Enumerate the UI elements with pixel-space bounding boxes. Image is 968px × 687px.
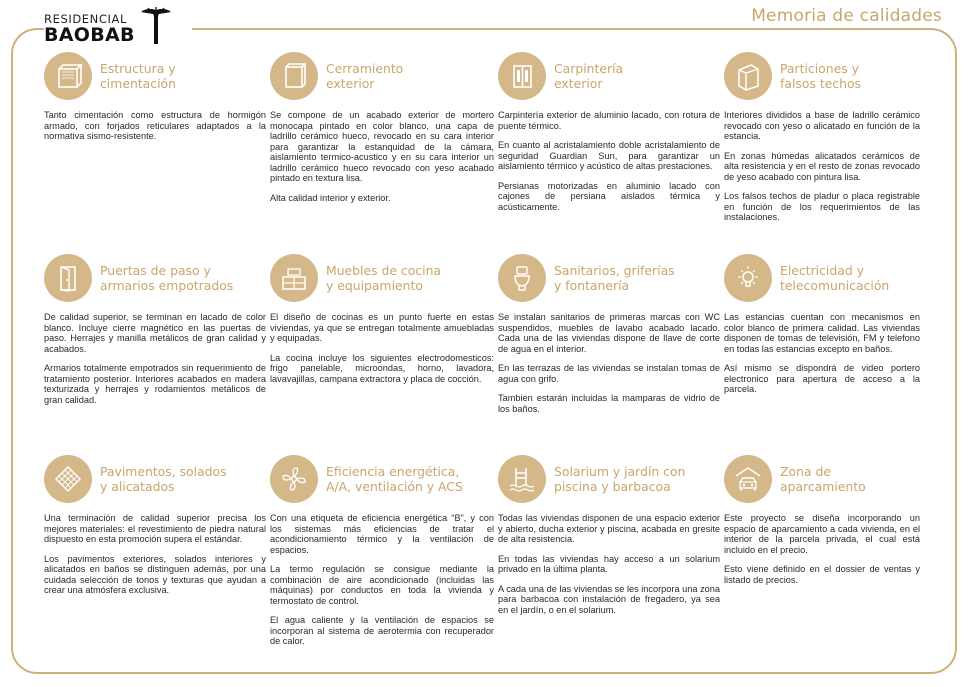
card-header xyxy=(270,453,494,505)
card-body xyxy=(270,110,494,203)
quality-card xyxy=(44,453,270,665)
card-title: Carpintería exterior xyxy=(554,61,624,91)
card-title: Zona de aparcamiento xyxy=(780,464,866,494)
window-icon xyxy=(498,52,546,100)
card-paragraph: A cada una de las viviendas se les incorpora una zona para barbacoa con instalación de fregadero, ya sea en el jardín, o en el solarium. xyxy=(498,583,720,615)
pool-icon xyxy=(498,455,546,503)
card-header xyxy=(724,50,920,102)
card-header xyxy=(44,453,266,505)
card-body xyxy=(44,110,266,142)
quality-card xyxy=(498,453,724,665)
fan-icon xyxy=(270,455,318,503)
card-body xyxy=(44,312,266,405)
facade-icon xyxy=(270,52,318,100)
card-body xyxy=(498,513,720,615)
quality-card xyxy=(724,252,924,453)
card-title: Solarium y jardín con piscina y barbacoa xyxy=(554,464,686,494)
qualities-grid xyxy=(44,50,924,665)
card-title: Eficiencia energética, A/A, ventilación y ACS xyxy=(326,464,463,494)
card-paragraph: Esto viene definido en el dossier de ventas y listado de precios. xyxy=(724,564,920,585)
quality-card xyxy=(724,453,924,665)
card-header xyxy=(44,252,266,304)
card-title: Electricidad y telecomunicación xyxy=(780,263,890,293)
card-paragraph: Los pavimentos exteriores, solados interiores y alicatados en baños se distinguen además, por una cuidada selección de tonos y texturas que ayudan a crear una atmósfera exclusiva. xyxy=(44,553,266,595)
door-icon xyxy=(44,254,92,302)
card-paragraph: La termo regulación se consigue mediante la combinación de aire acondicionado (incluidas las máquinas) por conductos en toda la vivienda y termostato de control. xyxy=(270,564,494,606)
card-paragraph: El diseño de cocinas es un punto fuerte en estas viviendas, ya que se entregan totalmente amuebladas y equipadas. xyxy=(270,312,494,343)
card-header xyxy=(498,453,720,505)
card-title: Muebles de cocina y equipamiento xyxy=(326,263,442,293)
card-title: Particiones y falsos techos xyxy=(780,61,862,91)
partition-icon xyxy=(724,52,772,100)
card-header xyxy=(724,453,920,505)
card-paragraph: En las terrazas de las viviendas se instalan tomas de agua con grifo. xyxy=(498,363,720,384)
lightbulb-icon xyxy=(724,254,772,302)
brand-line2: BAOBAB xyxy=(44,24,135,46)
card-body xyxy=(270,513,494,647)
card-paragraph: La cocina incluye los siguientes electrodomesticos: frigo panelable, microondas, horno, lavadora, lavavajillas, campana extractora y placa de cocción. xyxy=(270,352,494,384)
card-paragraph: Una terminación de calidad superior precisa los mejores materiales: el revestimiento de piedra natural dispuesto en esta promoción supera el estándar. xyxy=(44,513,266,544)
card-title: Puertas de paso y armarios empotrados xyxy=(100,263,234,293)
card-paragraph: Con una etiqueta de eficiencia energética “B”, y con los sistemas más eficiencias de tratar el acondicionamiento térmico y la ventilación de espacios. xyxy=(270,513,494,555)
quality-card xyxy=(498,252,724,453)
card-title: Cerramiento exterior xyxy=(326,61,404,91)
card-header xyxy=(270,50,494,102)
card-title: Estructura y cimentación xyxy=(100,61,176,91)
card-body xyxy=(724,110,920,223)
kitchen-icon xyxy=(270,254,318,302)
brand-line1: RESIDENCIAL xyxy=(44,12,127,26)
brand-logo xyxy=(44,4,192,48)
toilet-icon xyxy=(498,254,546,302)
card-header xyxy=(44,50,266,102)
card-paragraph: Interiores divididos a base de ladrillo cerámico revocado con yeso o alicatado en función de la estancia. xyxy=(724,110,920,141)
card-header xyxy=(724,252,920,304)
card-paragraph: En zonas húmedas alicatados cerámicos de alta resistencia y en el resto de zonas revocado de yeso acabado con pintura lisa. xyxy=(724,150,920,182)
quality-card xyxy=(270,50,498,252)
quality-card xyxy=(44,50,270,252)
card-paragraph: Este proyecto se diseña incorporando un espacio de aparcamiento a cada vivienda, en el interior de la parcela privada, el cual está incluido en el precio. xyxy=(724,513,920,555)
card-paragraph: Persianas motorizadas en aluminio lacado con cajones de persiana aislados térmica y acústicamente. xyxy=(498,180,720,212)
card-body xyxy=(498,312,720,414)
card-header xyxy=(270,252,494,304)
quality-card xyxy=(498,50,724,252)
card-body xyxy=(44,513,266,596)
card-paragraph: Las estancias cuentan con mecanismos en color blanco de primera calidad. Las viviendas disponen de tomas de televisión, FM y telefono en todas las estancias excepto en baños. xyxy=(724,312,920,354)
card-paragraph: De calidad superior, se terminan en lacado de color blanco. Incluye cierre magnético en las puertas de paso. Herrajes y manilla metálicos de gran calidad y acabados. xyxy=(44,312,266,354)
card-paragraph: Tanto cimentación como estructura de hormigón armado, con forjados reticulares adaptados a la normativa sismo-resistente. xyxy=(44,110,266,141)
page-title: Memoria de calidades xyxy=(745,6,948,26)
card-body xyxy=(270,312,494,384)
card-body xyxy=(498,110,720,212)
card-header xyxy=(498,50,720,102)
quality-card xyxy=(44,252,270,453)
card-paragraph: El agua caliente y la ventilación de espacios se incorporan al sistema de aerotermia con recuperador de calor. xyxy=(270,615,494,646)
tiles-icon xyxy=(44,455,92,503)
quality-card xyxy=(270,252,498,453)
card-paragraph: Armarios totalmente empotrados sin requerimiento de tratamiento posterior. Interiores acabados en madera texturizada y herrajes y rodamientos metálicos de gran calidad. xyxy=(44,363,266,405)
garage-icon xyxy=(724,455,772,503)
structure-icon xyxy=(44,52,92,100)
card-body xyxy=(724,513,920,585)
card-paragraph: En todas las viviendas hay acceso a un solarium privado en la última planta. xyxy=(498,553,720,574)
card-paragraph: Así mismo se dispondrá de video portero electronico para apertura de acceso a la parcela. xyxy=(724,363,920,394)
card-paragraph: Se instalan sanitarios de primeras marcas con WC suspendidos, muebles de lavabo acabado lacado. Cada una de las viviendas dispone de llave de corte de agua en el interior. xyxy=(498,312,720,354)
card-paragraph: Alta calidad interior y exterior. xyxy=(270,192,391,203)
card-body xyxy=(724,312,920,395)
card-paragraph: En cuanto al acristalamiento doble acristalamiento de seguridad Guardian Sun, para garantizar un aislamiento térmico y acústico de altas prestaciones. xyxy=(498,140,720,171)
card-paragraph: Se compone de un acabado exterior de mortero monocapa pintado en color blanco, una capa de ladrillo cerámico hueco, revocado en su cara interior para garantizar la estanquidad de la cámara, aislamiento termico-acustico y en su cara interior un ladrillo cerámico hueco revocado con yeso acabado pintado en textura lisa. xyxy=(270,110,494,183)
card-paragraph: Tambien estarán incluidas la mamparas de vidrio de los baños. xyxy=(498,393,720,414)
baobab-tree-icon xyxy=(139,6,173,46)
card-header xyxy=(498,252,720,304)
quality-card xyxy=(270,453,498,665)
card-title: Sanitarios, griferías y fontanería xyxy=(554,263,675,293)
quality-card xyxy=(724,50,924,252)
card-paragraph: Carpintería exterior de aluminio lacado, con rotura de puente térmico. xyxy=(498,110,720,131)
card-paragraph: Todas las viviendas disponen de una espacio exterior y abierto, ducha exterior y piscina, acabada en gresite de alta resistencia. xyxy=(498,513,720,544)
card-paragraph: Los falsos techos de pladur o placa registrable en función de los requerimientos de las instalaciones. xyxy=(724,191,920,222)
card-title: Pavimentos, solados y alicatados xyxy=(100,464,227,494)
